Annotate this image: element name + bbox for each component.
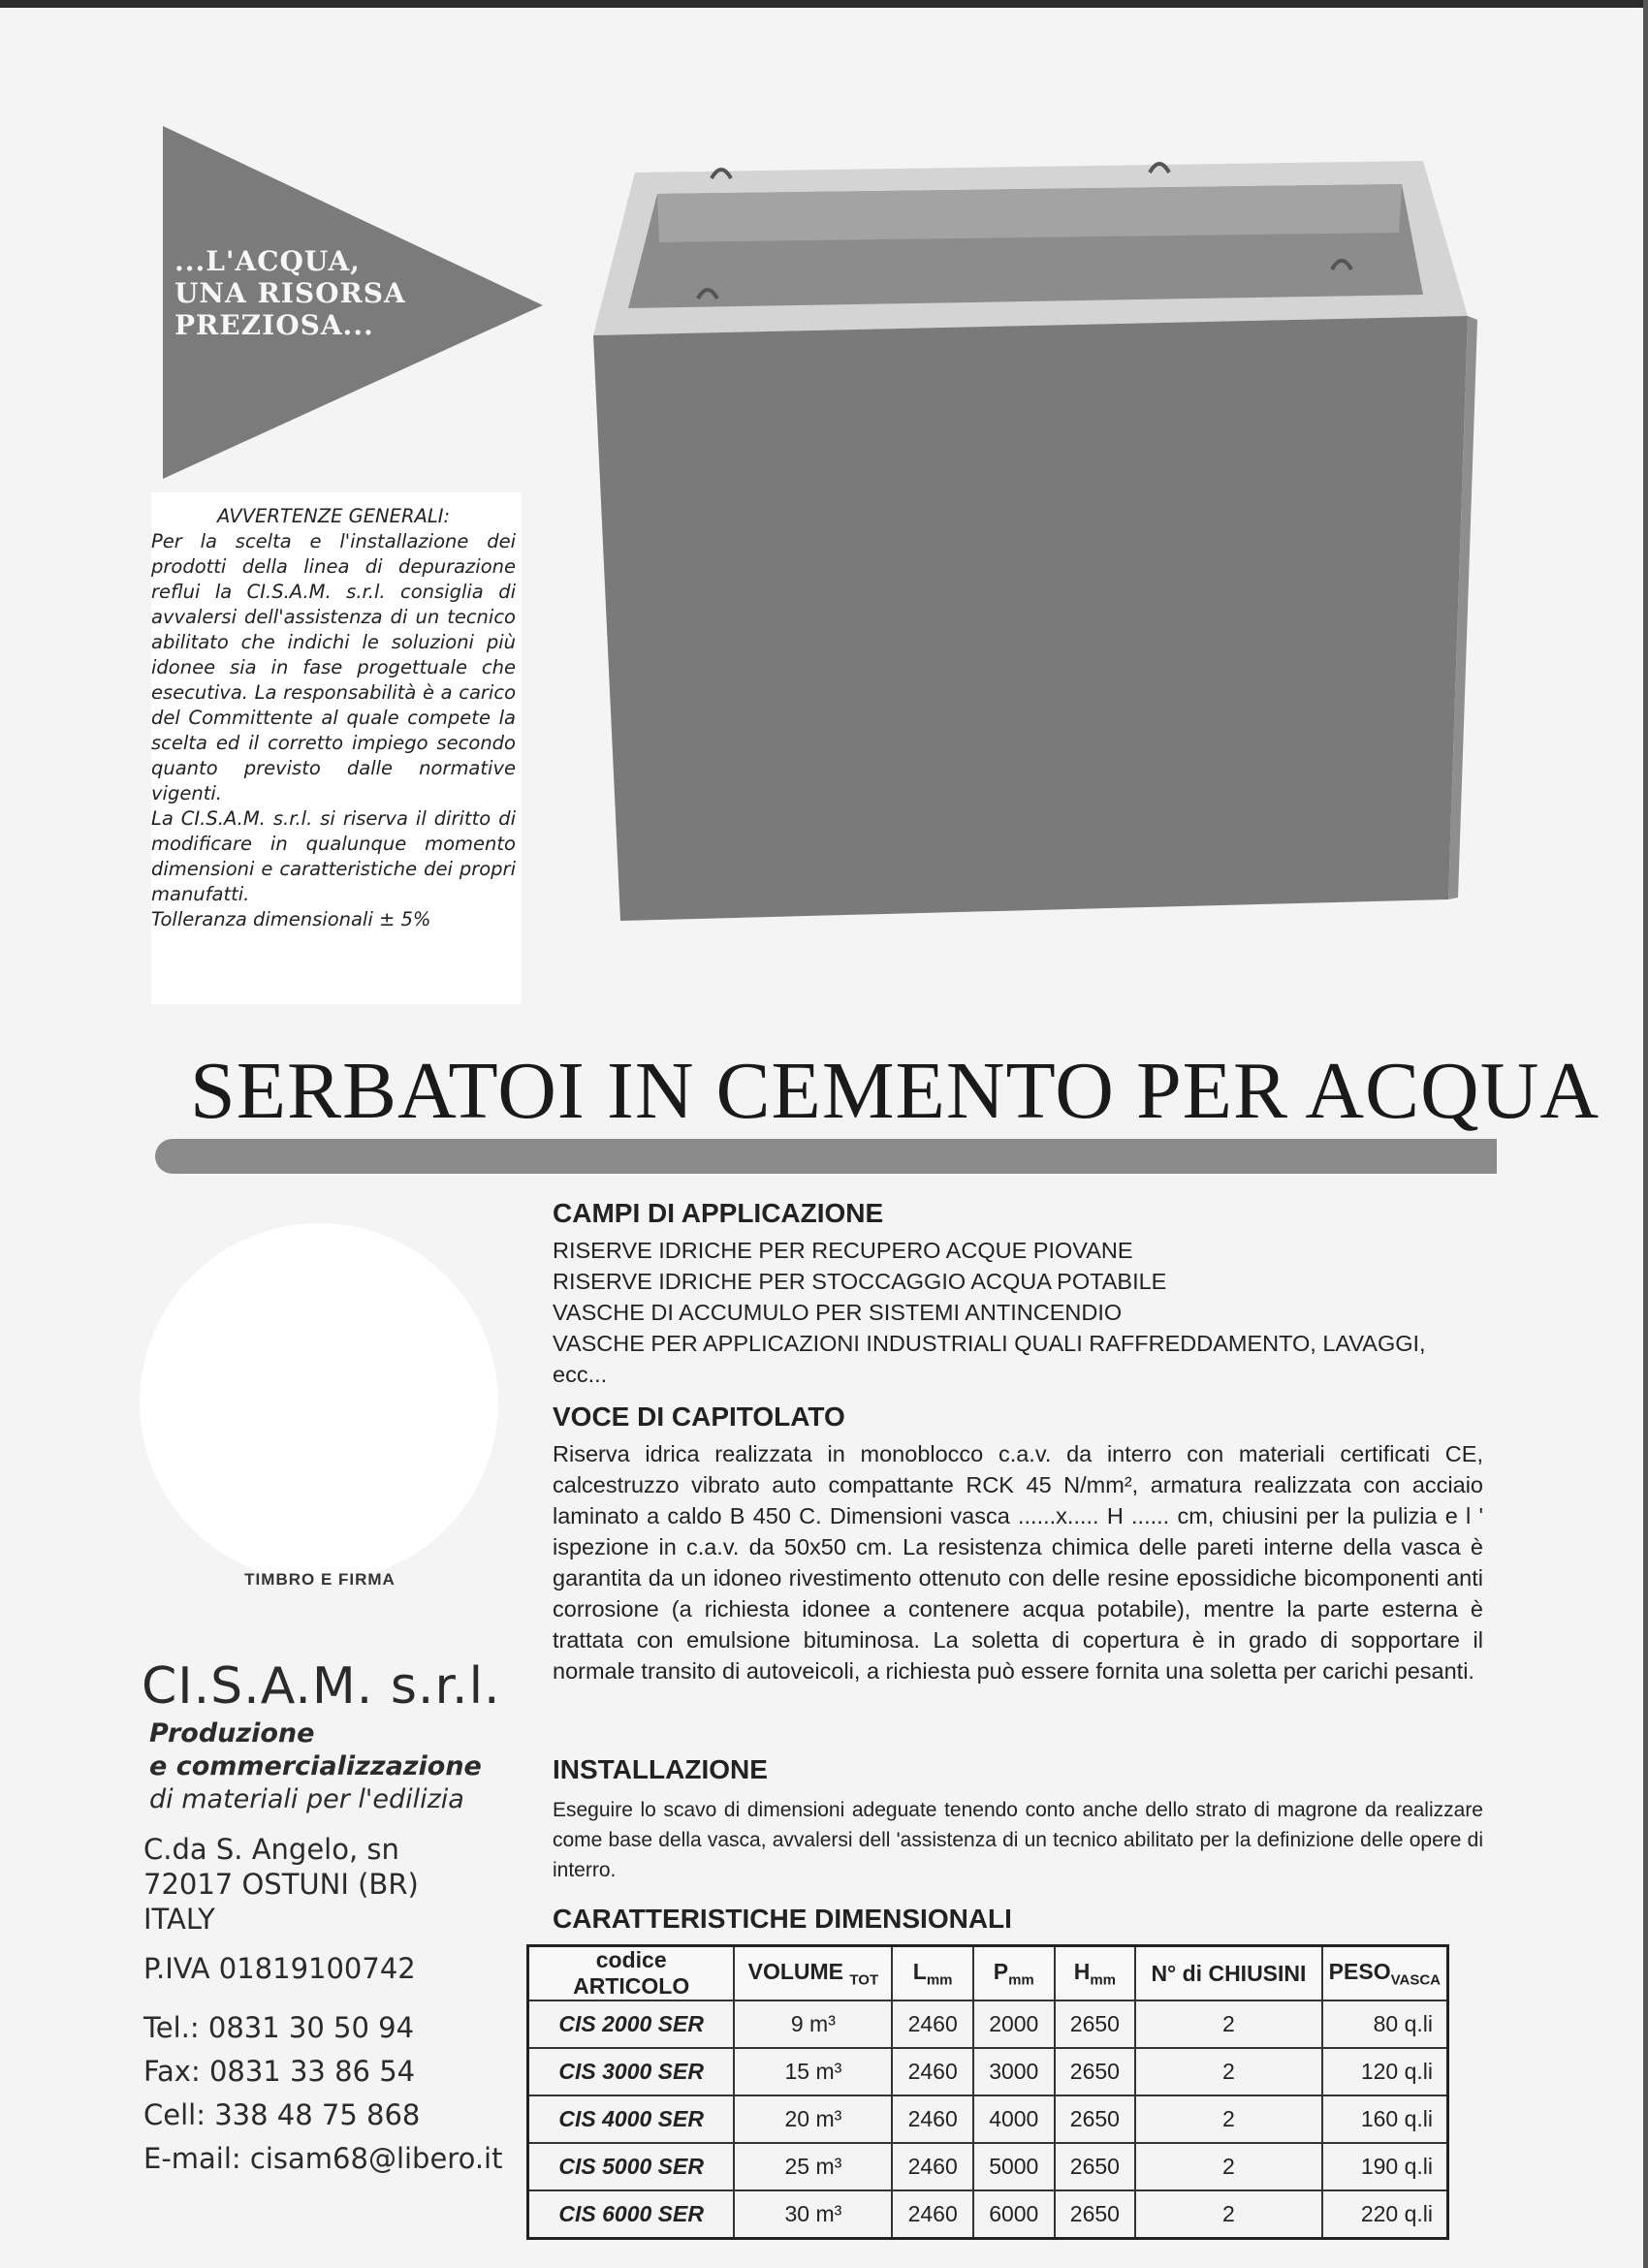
general-warning-box (151, 492, 522, 1004)
campi-item: VASCHE DI ACCUMULO PER SISTEMI ANTINCENDIO (553, 1300, 1123, 1325)
dimensions-table (526, 1944, 1449, 2240)
concrete-tank-image (589, 155, 1481, 930)
title-underline-bar (155, 1139, 1497, 1174)
col-peso: $PESO_{VASCA}$ (1322, 1946, 1448, 2001)
banner-line: PREZIOSA... (174, 309, 374, 341)
campi-list (553, 1235, 1483, 1390)
cell-peso: 80 q.li (1322, 2000, 1448, 2048)
cell-peso: 120 q.li (1322, 2048, 1448, 2095)
cell-l: 2460 (892, 2190, 973, 2239)
cell-h: 2650 (1055, 2143, 1136, 2190)
phone: Tel.: 0831 30 50 94 (143, 2011, 415, 2044)
section-heading-caratteristiche: CARATTERISTICHE DIMENSIONALI (553, 1904, 1012, 1934)
warning-body: Per la scelta e l'installazione dei prodotti della linea di depurazione reflui la CI.S.A.M. s.r.l. consiglia di avvalersi dell'assistenza di un tecnico abilitato che indichi le soluzioni più idonee sia in fase progettuale che esecutiva. La responsabilità è a carico del Committente al quale compete la scelta ed il corretto impiego secondo quanto previsto dalle normative vigenti. (151, 530, 516, 804)
cell-chiusini: 2 (1135, 2048, 1321, 2095)
banner-line: ...L'ACQUA, (174, 245, 361, 277)
warning-body-2: La CI.S.A.M. s.r.l. si riserva il diritto di modificare in qualunque momento dimensioni e caratteristiche dei propri manufatti. (151, 807, 516, 905)
mobile: Cell: 338 48 75 868 (143, 2098, 421, 2131)
table-row (528, 2190, 1448, 2239)
col-l: $L_{mm}$ (892, 1946, 973, 2001)
cell-p: 5000 (973, 2143, 1055, 2190)
address-line: ITALY (143, 1903, 215, 1936)
address-line: 72017 OSTUNI (BR) (143, 1868, 419, 1901)
table-row (528, 2048, 1448, 2095)
cell-volume: 30 m³ (734, 2190, 892, 2239)
installazione-text: Eseguire lo scavo di dimensioni adeguate tenendo conto anche dello strato di magrone da realizzare come base della vasca, avvalersi dell 'assistenza di un tecnico abilitato per la definizione delle opere di interro. (553, 1799, 1483, 1881)
cell-codice: CIS 4000 SER (528, 2095, 735, 2143)
email: E-mail: cisam68@libero.it (143, 2142, 503, 2175)
cell-volume: 15 m³ (734, 2048, 892, 2095)
cell-chiusini: 2 (1135, 2190, 1321, 2239)
col-volume: VOLUME $_{TOT}$ (734, 1946, 892, 2001)
banner-text (174, 245, 456, 341)
cell-chiusini: 2 (1135, 2000, 1321, 2048)
cell-h: 2650 (1055, 2190, 1136, 2239)
fax: Fax: 0831 33 86 54 (143, 2055, 416, 2088)
col-codice: codice ARTICOLO (528, 1946, 735, 2001)
cell-volume: 9 m³ (734, 2000, 892, 2048)
cell-h: 2650 (1055, 2048, 1136, 2095)
company-address (143, 1832, 531, 1937)
table-row (528, 2095, 1448, 2143)
cell-volume: 20 m³ (734, 2095, 892, 2143)
page-title: SERBATOI IN CEMENTO PER ACQUA (190, 1046, 1600, 1136)
cell-chiusini: 2 (1135, 2095, 1321, 2143)
cell-codice: CIS 6000 SER (528, 2190, 735, 2239)
cell-l: 2460 (892, 2143, 973, 2190)
cell-volume: 25 m³ (734, 2143, 892, 2190)
company-name: CI.S.A.M. s.r.l. (142, 1657, 501, 1716)
banner-line: UNA RISORSA (174, 277, 406, 309)
cell-p: 4000 (973, 2095, 1055, 2143)
col-chiusini: N° di CHIUSINI (1135, 1946, 1321, 2001)
scan-right-border (1643, 0, 1648, 2268)
cell-peso: 190 q.li (1322, 2143, 1448, 2190)
company-desc-line: e commercializzazione (149, 1751, 482, 1781)
campi-item: VASCHE PER APPLICAZIONI INDUSTRIALI QUALI RAFFREDDAMENTO, LAVAGGI, ecc... (553, 1331, 1426, 1387)
col-h: $H_{mm}$ (1055, 1946, 1136, 2001)
warning-title: AVVERTENZE GENERALI: (216, 505, 451, 527)
cell-peso: 220 q.li (1322, 2190, 1448, 2239)
cell-chiusini: 2 (1135, 2143, 1321, 2190)
company-description (149, 1717, 537, 1816)
cell-h: 2650 (1055, 2000, 1136, 2048)
voce-text: Riserva idrica realizzata in monoblocco c.a.v. da interro con materiali certificati CE, calcestruzzo vibrato auto compattante RCK 45 N/mm², armatura realizzata con acciaio laminato a caldo B 450 C. Dimensioni vasca ......x..... H ...... cm, chiusini per la pulizia e l ' ispezione in c.a.v. da 50x50 cm. La resistenza chimica delle pareti interne della vasca è garantita da un idoneo rivestimento ottenuto con delle resine epossidiche bicomponenti anti corrosione (a richiesta idonee a contenere acqua potabile), mentre la parte esterna è trattata con emulsione bituminosa. La soletta di copertura è in grado di sopportare il normale transito di autoveicoli, a richiesta può essere fornita una soletta per carichi pesanti. (553, 1441, 1483, 1684)
table-row (528, 2143, 1448, 2190)
section-heading-installazione: INSTALLAZIONE (553, 1754, 768, 1784)
cell-p: 6000 (973, 2190, 1055, 2239)
section-heading-voce: VOCE DI CAPITOLATO (553, 1402, 845, 1432)
cell-l: 2460 (892, 2000, 973, 2048)
vat-number: P.IVA 01819100742 (143, 1952, 416, 1985)
company-contacts (143, 2006, 551, 2181)
table-header-row (528, 1946, 1448, 2001)
stamp-label: TIMBRO E FIRMA (244, 1570, 396, 1589)
cell-l: 2460 (892, 2095, 973, 2143)
stamp-area (140, 1223, 498, 1582)
address-line: C.da S. Angelo, sn (143, 1833, 399, 1866)
scan-top-border (0, 0, 1648, 8)
cell-h: 2650 (1055, 2095, 1136, 2143)
company-desc-line: di materiali per l'edilizia (149, 1784, 464, 1814)
cell-p: 3000 (973, 2048, 1055, 2095)
col-p: $P_{mm}$ (973, 1946, 1055, 2001)
cell-p: 2000 (973, 2000, 1055, 2048)
cell-peso: 160 q.li (1322, 2095, 1448, 2143)
campi-item: RISERVE IDRICHE PER RECUPERO ACQUE PIOVANE (553, 1238, 1133, 1263)
section-heading-campi: CAMPI DI APPLICAZIONE (553, 1198, 884, 1228)
campi-item: RISERVE IDRICHE PER STOCCAGGIO ACQUA POTABILE (553, 1269, 1167, 1294)
tolerance-note: Tolleranza dimensionali ± 5% (151, 908, 431, 930)
cell-codice: CIS 2000 SER (528, 2000, 735, 2048)
company-desc-line: Produzione (149, 1718, 315, 1748)
cell-codice: CIS 5000 SER (528, 2143, 735, 2190)
table-row (528, 2000, 1448, 2048)
cell-codice: CIS 3000 SER (528, 2048, 735, 2095)
cell-l: 2460 (892, 2048, 973, 2095)
